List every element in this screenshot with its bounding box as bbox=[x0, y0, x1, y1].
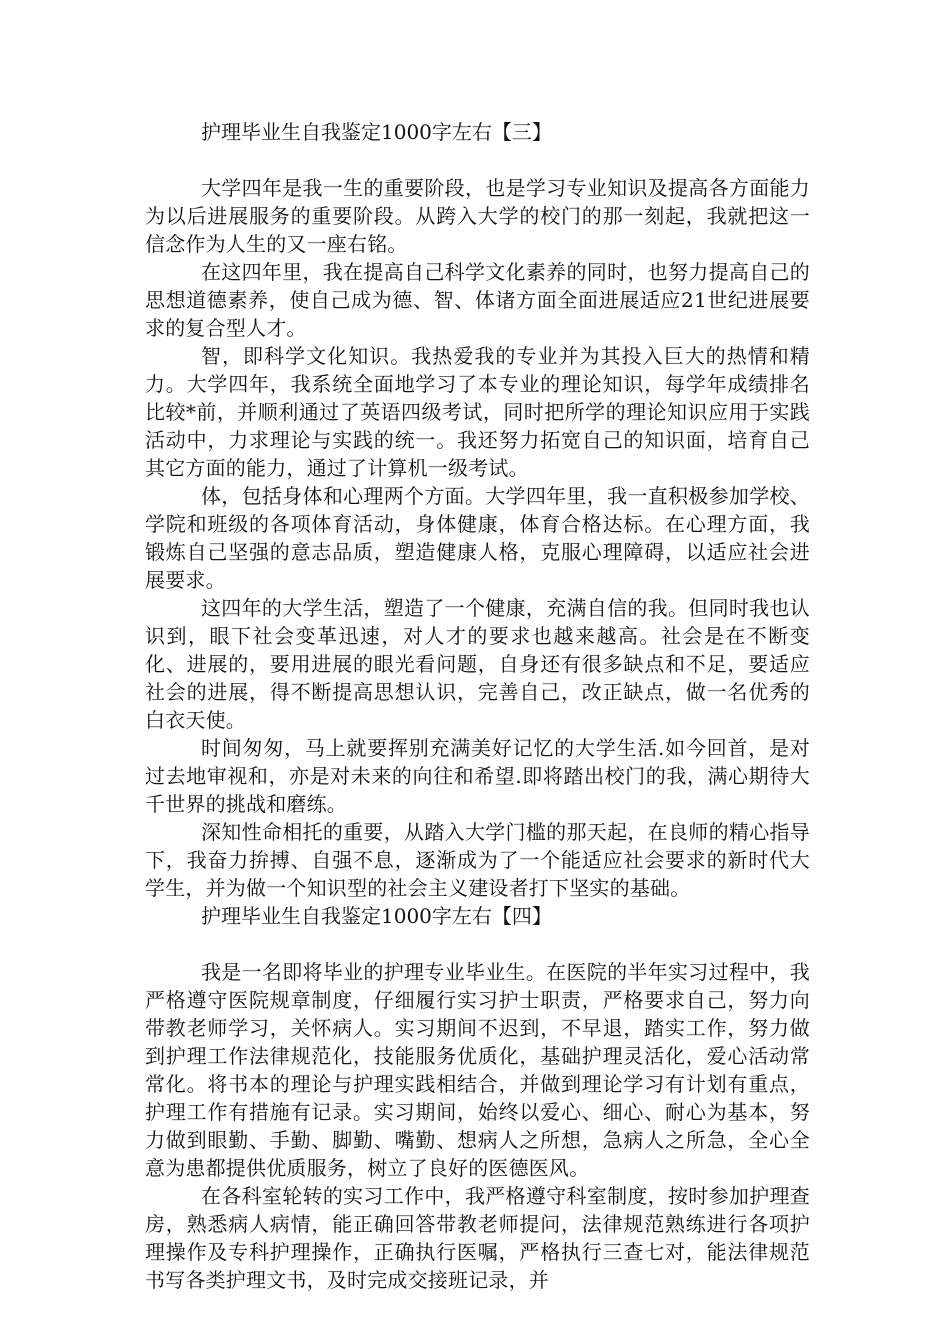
section-three-paragraph-2: 在这四年里，我在提高自己科学文化素养的同时，也努力提高自己的思想道德素养，使自己成为德、智、体诸方面全面进展适应21世纪进展要求的复合型人才。 bbox=[145, 260, 810, 340]
section-three-paragraph-5: 这四年的大学生活，塑造了一个健康，充满自信的我。但同时我也认识到，眼下社会变革迅速，对人才的要求也越来越高。社会是在不断变化、进展的，要用进展的眼光看问题，自身还有很多缺点和不足，要适应社会的进展，得不断提高思想认识，完善自己，改正缺点，做一名优秀的白衣天使。 bbox=[145, 596, 810, 732]
document-body bbox=[145, 118, 810, 1294]
section-three-paragraph-4: 体，包括身体和心理两个方面。大学四年里，我一直积极参加学校、学院和班级的各项体育活动，身体健康，体育合格达标。在心理方面，我锻炼自己坚强的意志品质，塑造健康人格，克服心理障碍，以适应社会进展要求。 bbox=[145, 484, 810, 592]
section-four-paragraph-1: 我是一名即将毕业的护理专业毕业生。在医院的半年实习过程中，我严格遵守医院规章制度，仔细履行实习护士职责，严格要求自己，努力向带教老师学习，关怀病人。实习期间不迟到，不早退，踏实工作，努力做到护理工作法律规范化，技能服务优质化，基础护理灵活化，爱心活动常常化。将书本的理论与护理实践相结合，并做到理论学习有计划有重点，护理工作有措施有记录。实习期间，始终以爱心、细心、耐心为基本，努力做到眼勤、手勤、脚勤、嘴勤、想病人之所想，急病人之所急，全心全意为患都提供优质服务，树立了良好的医德医风。 bbox=[145, 960, 810, 1180]
section-three-paragraph-1: 大学四年是我一生的重要阶段，也是学习专业知识及提高各方面能力为以后进展服务的重要阶段。从跨入大学的校门的那一刻起，我就把这一信念作为人生的又一座右铭。 bbox=[145, 176, 810, 256]
section-three-heading: 护理毕业生自我鉴定1000字左右【三】 bbox=[201, 120, 552, 144]
section-three-paragraph-7: 深知性命相托的重要，从踏入大学门槛的那天起，在良师的精心指导下，我奋力拚搏、自强不息，逐渐成为了一个能适应社会要求的新时代大学生，并为做一个知识型的社会主义建设者打下坚实的基础。 bbox=[145, 820, 810, 900]
section-three-paragraph-6: 时间匆匆，马上就要挥别充满美好记忆的大学生活.如今回首，是对过去地审视和，亦是对未来的向往和希望.即将踏出校门的我，满心期待大千世界的挑战和磨练。 bbox=[145, 736, 810, 816]
section-four-heading: 护理毕业生自我鉴定1000字左右【四】 bbox=[201, 904, 552, 928]
section-four-paragraph-2: 在各科室轮转的实习工作中，我严格遵守科室制度，按时参加护理查房，熟悉病人病情，能正确回答带教老师提问，法律规范熟练进行各项护理操作及专科护理操作，正确执行医嘱，严格执行三查七对，能法律规范书写各类护理文书，及时完成交接班记录，并 bbox=[145, 1184, 810, 1292]
section-three-paragraph-3: 智，即科学文化知识。我热爱我的专业并为其投入巨大的热情和精力。大学四年，我系统全面地学习了本专业的理论知识，每学年成绩排名比较*前，并顺利通过了英语四级考试，同时把所学的理论知识应用于实践活动中，力求理论与实践的统一。我还努力拓宽自己的知识面，培育自己其它方面的能力，通过了计算机一级考试。 bbox=[145, 344, 810, 480]
